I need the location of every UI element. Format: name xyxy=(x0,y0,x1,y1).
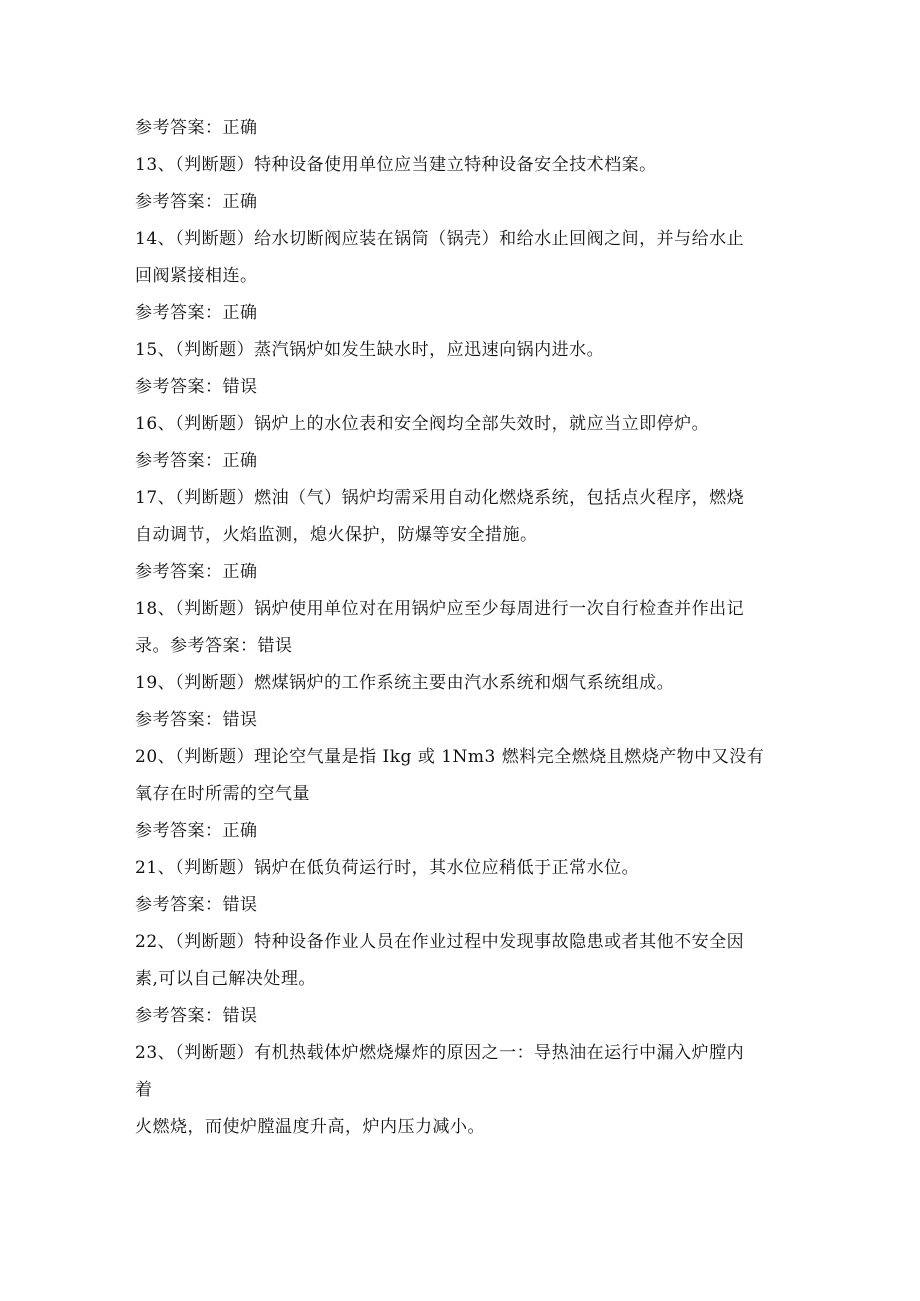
question-17: 17、（判断题）燃油（气）锅炉均需采用自动化燃烧系统，包括点火程序，燃烧 xyxy=(135,488,745,508)
question-14-cont: 回阀紧接相连。 xyxy=(135,266,258,286)
question-23: 23、（判断题）有机热载体炉燃烧爆炸的原因之一：导热油在运行中漏入炉膛内 xyxy=(135,1043,745,1063)
answer-line: 参考答案：正确 xyxy=(135,451,258,471)
answer-line: 参考答案：正确 xyxy=(135,562,258,582)
question-17-cont: 自动调节，火焰监测，熄火保护，防爆等安全措施。 xyxy=(135,525,538,545)
question-16: 16、（判断题）锅炉上的水位表和安全阀均全部失效时，就应当立即停炉。 xyxy=(135,414,710,434)
question-22-cont: 素,可以自己解决处理。 xyxy=(135,969,316,989)
answer-line: 参考答案：正确 xyxy=(135,303,258,323)
question-18-cont: 录。参考答案：错误 xyxy=(135,636,293,656)
question-20: 20、（判断题）理论空气量是指 Ikg 或 1Nm3 燃料完全燃烧且燃烧产物中又没有 xyxy=(135,747,765,767)
answer-line: 参考答案：正确 xyxy=(135,821,258,841)
answer-line: 参考答案：错误 xyxy=(135,1006,258,1026)
answer-line: 参考答案：错误 xyxy=(135,377,258,397)
answer-line: 参考答案：错误 xyxy=(135,895,258,915)
question-23-cont: 火燃烧，而使炉膛温度升高，炉内压力减小。 xyxy=(135,1117,485,1137)
question-21: 21、（判断题）锅炉在低负荷运行时，其水位应稍低于正常水位。 xyxy=(135,858,640,878)
question-14: 14、（判断题）给水切断阀应装在锅筒（锅壳）和给水止回阀之间，并与给水止 xyxy=(135,229,745,249)
answer-line: 参考答案：正确 xyxy=(135,118,258,138)
question-19: 19、（判断题）燃煤锅炉的工作系统主要由汽水系统和烟气系统组成。 xyxy=(135,673,675,693)
answer-line: 参考答案：正确 xyxy=(135,192,258,212)
question-list xyxy=(135,110,795,1146)
question-23-cont: 着 xyxy=(135,1080,153,1100)
question-20-cont: 氧存在时所需的空气量 xyxy=(135,784,310,804)
question-18: 18、（判断题）锅炉使用单位对在用锅炉应至少每周进行一次自行检查并作出记 xyxy=(135,599,745,619)
question-22: 22、（判断题）特种设备作业人员在作业过程中发现事故隐患或者其他不安全因 xyxy=(135,932,745,952)
question-15: 15、（判断题）蒸汽锅炉如发生缺水时，应迅速向锅内进水。 xyxy=(135,340,605,360)
question-13: 13、（判断题）特种设备使用单位应当建立特种设备安全技术档案。 xyxy=(135,155,657,175)
answer-line: 参考答案：错误 xyxy=(135,710,258,730)
